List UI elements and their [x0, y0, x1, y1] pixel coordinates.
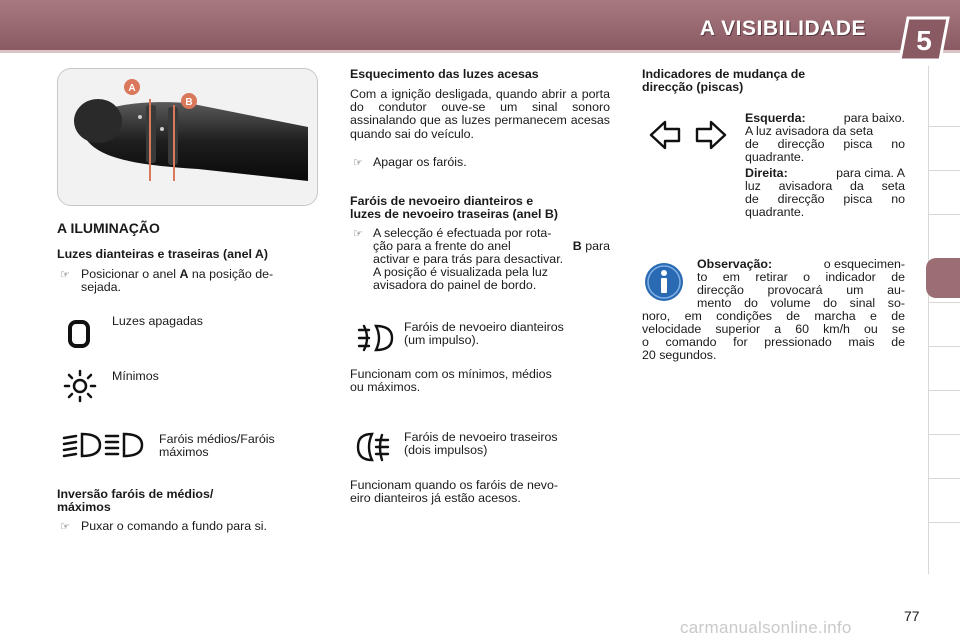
arrow-right-icon: [694, 118, 728, 152]
active-chapter-tab[interactable]: [926, 258, 960, 298]
headlights-label-2: máximos: [159, 445, 209, 459]
left-indicator-line-3: de direcção pisca no: [745, 137, 905, 151]
note-line-1: Observação: o esquecimen-: [697, 257, 905, 271]
title-fog-2: luzes de nevoeiro traseiras (anel B): [350, 207, 558, 221]
lights-off-label: Luzes apagadas: [112, 314, 203, 328]
front-fog-label-2: (um impulso).: [404, 333, 480, 347]
note-line-5: noro, em condições de marcha e de: [642, 309, 905, 323]
front-fog-label-1: Faróis de nevoeiro dianteiros: [404, 320, 564, 334]
bullet-icon: ☞: [353, 156, 363, 169]
subsection-title-dip-1: Inversão faróis de médios/: [57, 487, 214, 501]
instruction-ring-a: Posicionar o anel A na posição de-: [81, 267, 274, 281]
subsection-title-ring-a: Luzes dianteiras e traseiras (anel A): [57, 247, 268, 261]
headlights-icon: [62, 430, 146, 460]
headlights-label-1: Faróis médios/Faróis: [159, 432, 275, 446]
note-line-3: direcção provocará um au-: [697, 283, 905, 297]
fog-rear-note-2: eiro dianteiros já estão acesos.: [350, 491, 521, 505]
title-indicators-1: Indicadores de mudança de: [642, 67, 806, 81]
instruction-ring-a-cont: sejada.: [81, 280, 121, 294]
side-lights-icon: [62, 368, 98, 404]
right-indicator-line-4: quadrante.: [745, 205, 805, 219]
subsection-title-dip-2: máximos: [57, 500, 111, 514]
ring-b-label: B: [185, 97, 193, 108]
left-indicator-line-1: Esquerda: para baixo.: [745, 111, 905, 125]
section-title-lighting: A ILUMINAÇÃO: [57, 220, 160, 236]
rear-fog-label-1: Faróis de nevoeiro traseiros: [404, 430, 558, 444]
fog-instruction-4: A posição é visualizada pela luz: [373, 265, 548, 279]
rear-fog-icon: [356, 430, 392, 466]
note-line-4: mento do volume do sinal so-: [697, 296, 905, 310]
instruction-dip: Puxar o comando a fundo para si.: [81, 519, 267, 533]
fog-instruction-2: ção para a frente do anel B para: [373, 239, 610, 253]
chapter-title: A VISIBILIDADE: [699, 17, 866, 40]
chapter-number: 5: [916, 25, 932, 56]
instruction-switch-off: Apagar os faróis.: [373, 155, 467, 169]
paragraph-lights-reminder: Com a ignição desligada, quando abrir a porta do condutor ouve-se um sinal sonoro assinalando que as luzes permanecem acesas quando sai do veículo.: [350, 87, 610, 141]
bullet-icon: ☞: [60, 520, 70, 533]
title-indicators-2: direcção (piscas): [642, 80, 744, 94]
fog-instruction-3: activar e para trás para desactivar.: [373, 252, 564, 266]
info-icon: [644, 262, 684, 302]
fog-front-note-1: Funcionam com os mínimos, médios: [350, 367, 552, 381]
chapter-number-badge: [898, 16, 950, 62]
page-number: 77: [904, 608, 920, 624]
fog-rear-note-1: Funcionam quando os faróis de nevo-: [350, 478, 559, 492]
watermark: carmanualsonline.info: [680, 618, 852, 637]
front-fog-icon: [356, 322, 396, 356]
note-line-8: 20 segundos.: [642, 348, 717, 362]
title-lights-reminder: Esquecimento das luzes acesas: [350, 67, 539, 81]
right-indicator-line-3: de direcção pisca no: [745, 192, 905, 206]
side-lights-label: Mínimos: [112, 369, 159, 383]
chapter-tabs: [928, 66, 960, 574]
fog-front-note-2: ou máximos.: [350, 380, 421, 394]
left-indicator-line-2: A luz avisadora da seta: [745, 124, 874, 138]
left-indicator-line-4: quadrante.: [745, 150, 805, 164]
arrow-left-icon: [648, 118, 682, 152]
note-line-2: to em retirar o indicador de: [697, 270, 905, 284]
bullet-icon: ☞: [353, 227, 363, 240]
right-indicator-line-1: Direita: para cima. A: [745, 166, 905, 180]
title-fog-1: Faróis de nevoeiro dianteiros e: [350, 194, 534, 208]
bullet-icon: ☞: [60, 268, 70, 281]
header-divider: [0, 50, 960, 53]
note-line-6: velocidade superior a 60 km/h ou se: [642, 322, 905, 336]
ring-a-label: A: [128, 83, 136, 94]
note-line-7: o comando for pressionado mais de: [642, 335, 905, 349]
right-indicator-line-2: luz avisadora da seta: [745, 179, 905, 193]
fog-instruction-5: avisadora do painel de bordo.: [373, 278, 537, 292]
lighting-stalk-photo: [57, 68, 318, 206]
lights-off-icon: [64, 318, 96, 350]
rear-fog-label-2: (dois impulsos): [404, 443, 488, 457]
fog-instruction-1: A selecção é efectuada por rota-: [373, 226, 552, 240]
stalk-illustration: [58, 69, 318, 206]
